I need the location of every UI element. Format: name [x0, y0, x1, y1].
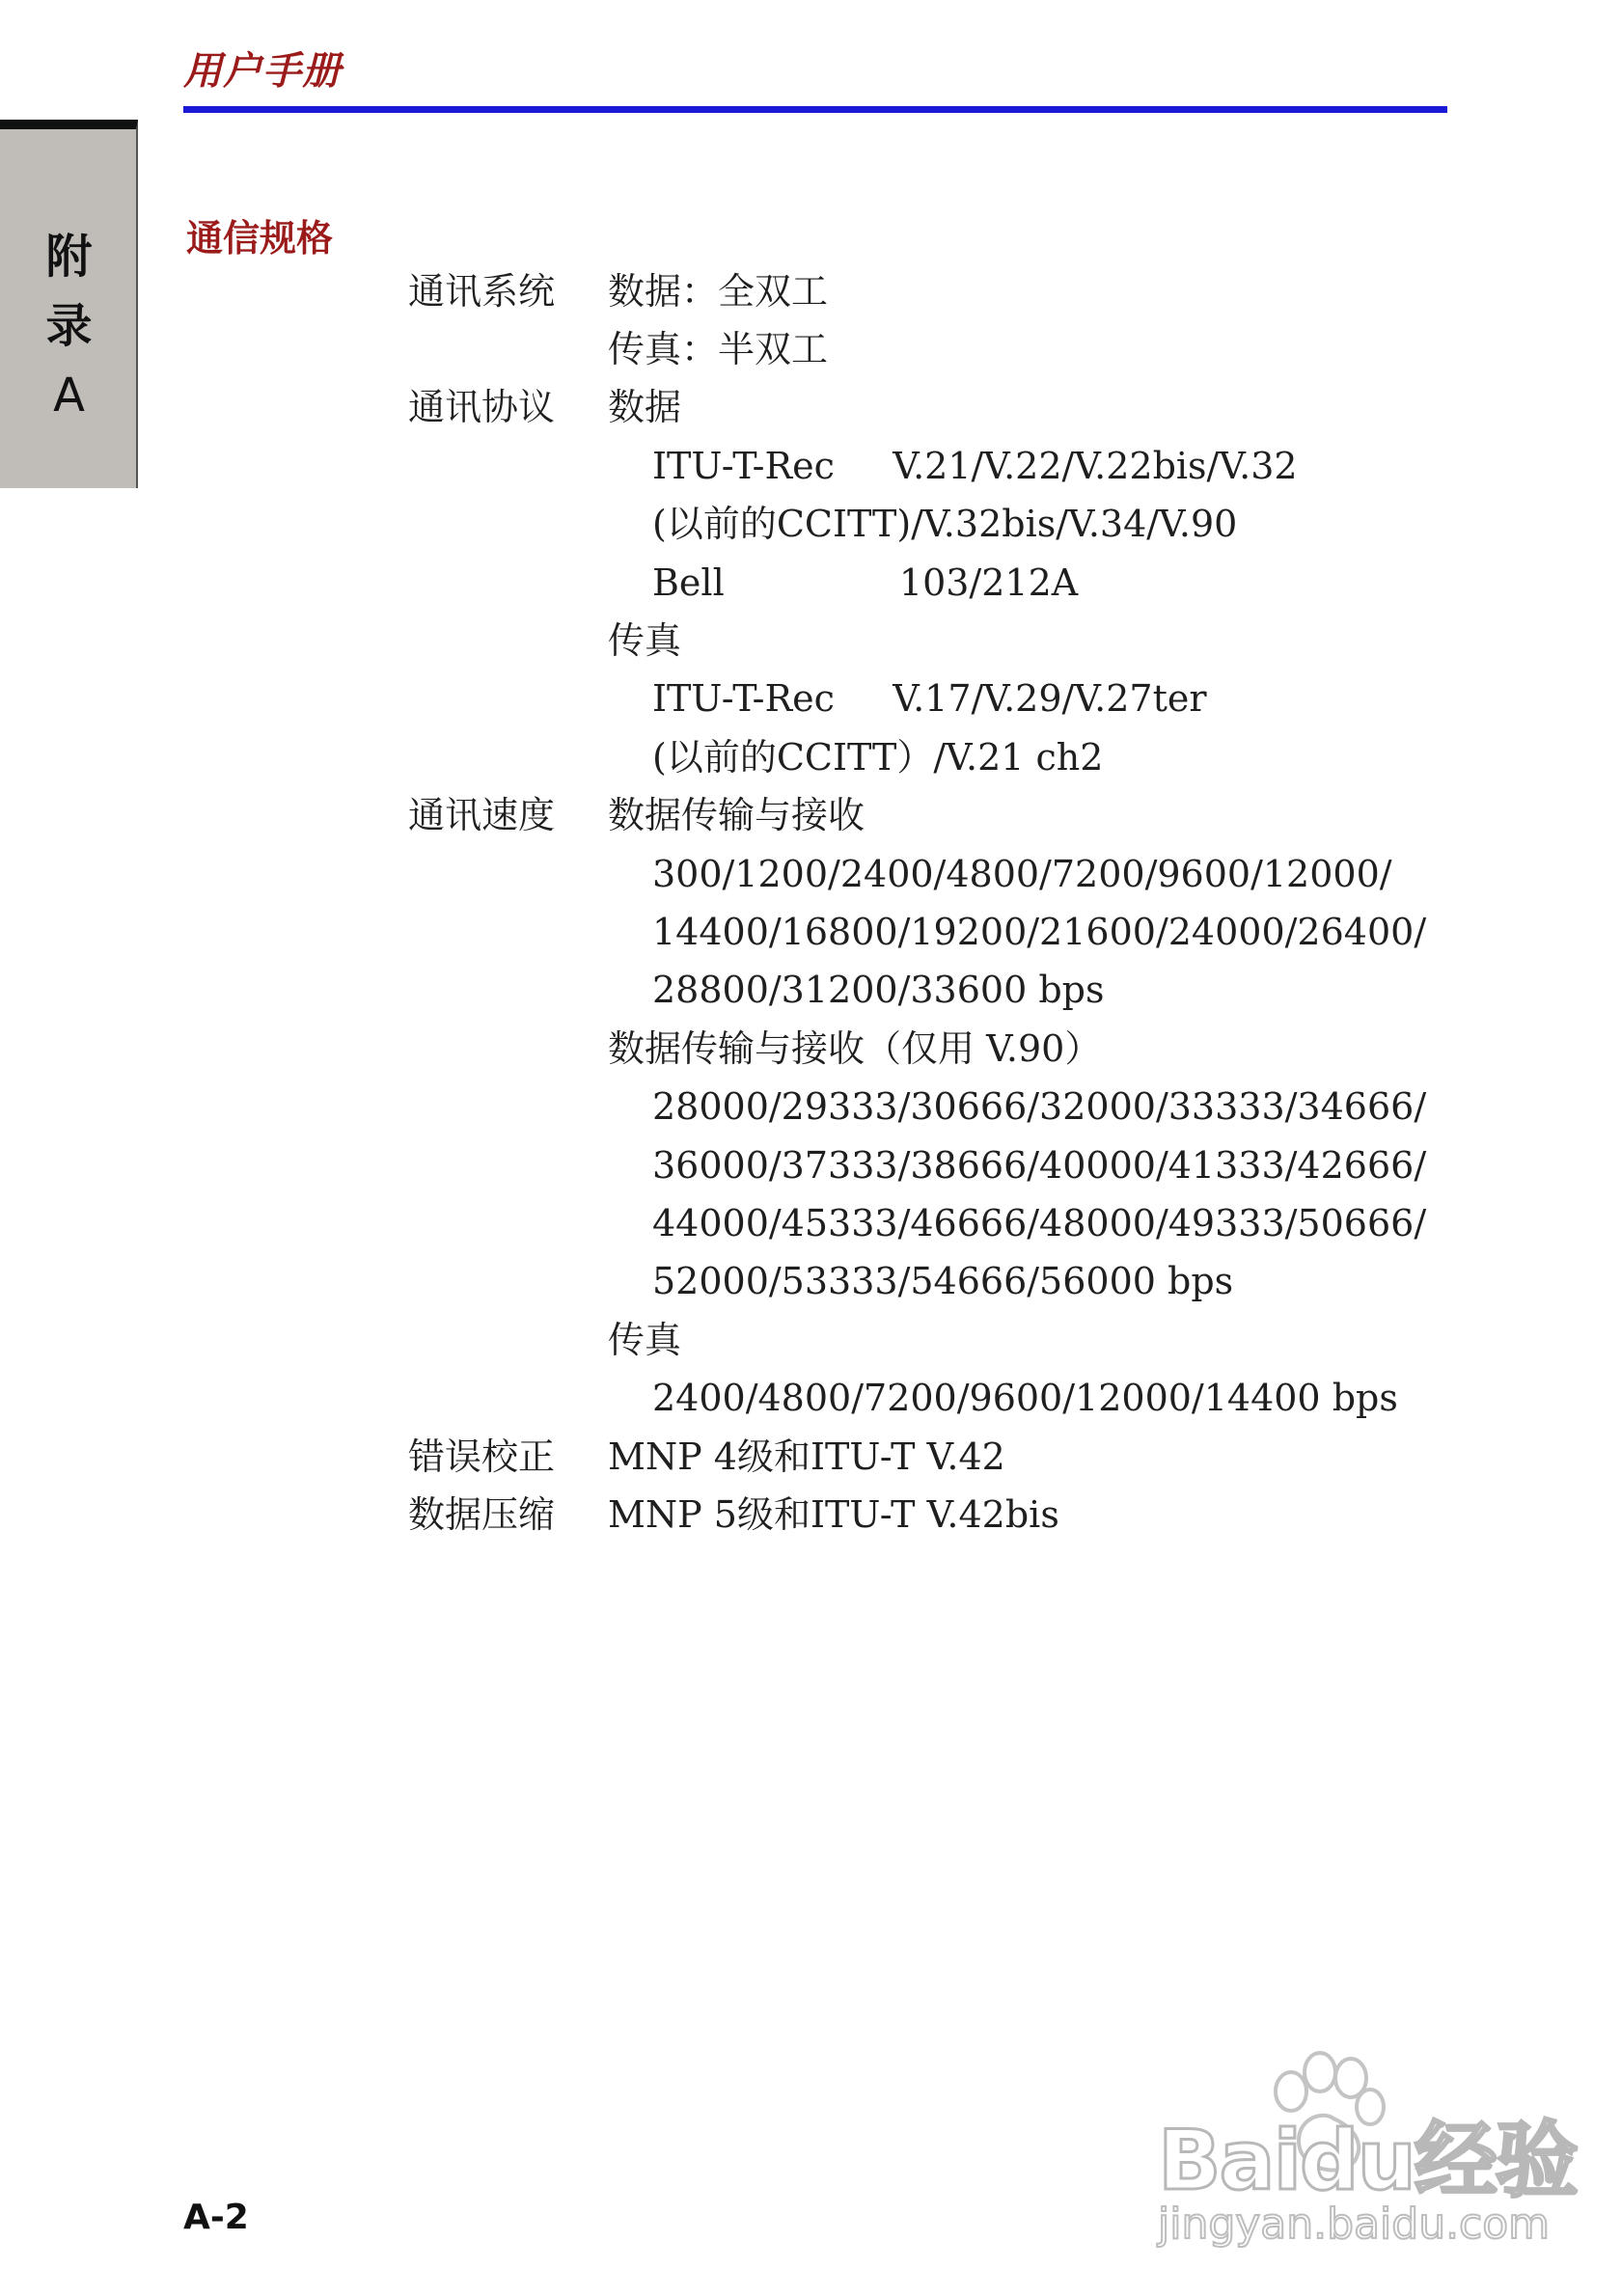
spec-sub-fax-speeds: 2400/4800/7200/9600/12000/14400 bps [652, 1377, 1398, 1419]
spec-value-fax-speed: 传真 [608, 1319, 682, 1361]
spec-value-error-correction: MNP 4级和ITU-T V.42 [608, 1435, 1005, 1478]
spec-sub-itu-fax: ITU-T-Rec V.17/V.29/V.27ter [652, 677, 1207, 720]
page-number: A-2 [183, 2198, 249, 2237]
spec-label-compression: 数据压缩 [408, 1493, 556, 1536]
spec-sub-speeds-1: 300/1200/2400/4800/7200/9600/12000/ [652, 853, 1392, 895]
spec-value-fax-duplex: 传真：半双工 [608, 328, 829, 370]
spec-label-protocol: 通讯协议 [408, 386, 556, 428]
spec-value-data-duplex: 数据：全双工 [608, 270, 829, 313]
spec-label-speed: 通讯速度 [408, 794, 556, 836]
spec-sub-v90-speeds-1: 28000/29333/30666/32000/33333/34666/ [652, 1085, 1427, 1128]
spec-sub-itu-data: ITU-T-Rec V.21/V.22/V.22bis/V.32 [652, 445, 1298, 487]
spec-sub-v90-speeds-4: 52000/53333/54666/56000 bps [652, 1260, 1234, 1302]
header-divider [183, 106, 1447, 113]
side-tab-label [0, 222, 138, 430]
spec-value-compression: MNP 5级和ITU-T V.42bis [608, 1493, 1059, 1536]
page-header-title: 用户手册 [183, 49, 342, 94]
spec-sub-v90-speeds-3: 44000/45333/46666/48000/49333/50666/ [652, 1202, 1427, 1244]
appendix-side-tab [0, 120, 138, 488]
side-tab-line-3: A [53, 369, 85, 423]
spec-sub-ccitt-data: (以前的CCITT)/V.32bis/V.34/V.90 [652, 503, 1238, 545]
spec-sub-bell: Bell 103/212A [652, 561, 1079, 604]
watermark-brand: Baidu经验 [1158, 2113, 1577, 2209]
spec-value-fax: 传真 [608, 619, 682, 662]
spec-sub-speeds-3: 28800/31200/33600 bps [652, 969, 1105, 1011]
spec-sub-ccitt-fax: (以前的CCITT）/V.21 ch2 [652, 736, 1104, 779]
spec-sub-speeds-2: 14400/16800/19200/21600/24000/26400/ [652, 911, 1427, 953]
spec-value-data-rx-tx: 数据传输与接收 [608, 794, 865, 836]
spec-label-error-correction: 错误校正 [408, 1435, 556, 1478]
watermark-url: jingyan.baidu.com [1158, 2200, 1551, 2249]
side-tab-line-2: 录 [45, 299, 93, 353]
section-heading: 通信规格 [186, 217, 334, 260]
spec-label-comm-system: 通讯系统 [408, 270, 556, 313]
spec-value-v90-rx-tx: 数据传输与接收（仅用 V.90） [608, 1027, 1102, 1070]
spec-value-data: 数据 [608, 386, 682, 428]
spec-sub-v90-speeds-2: 36000/37333/38666/40000/41333/42666/ [652, 1144, 1427, 1187]
side-tab-line-1: 附 [45, 230, 93, 284]
